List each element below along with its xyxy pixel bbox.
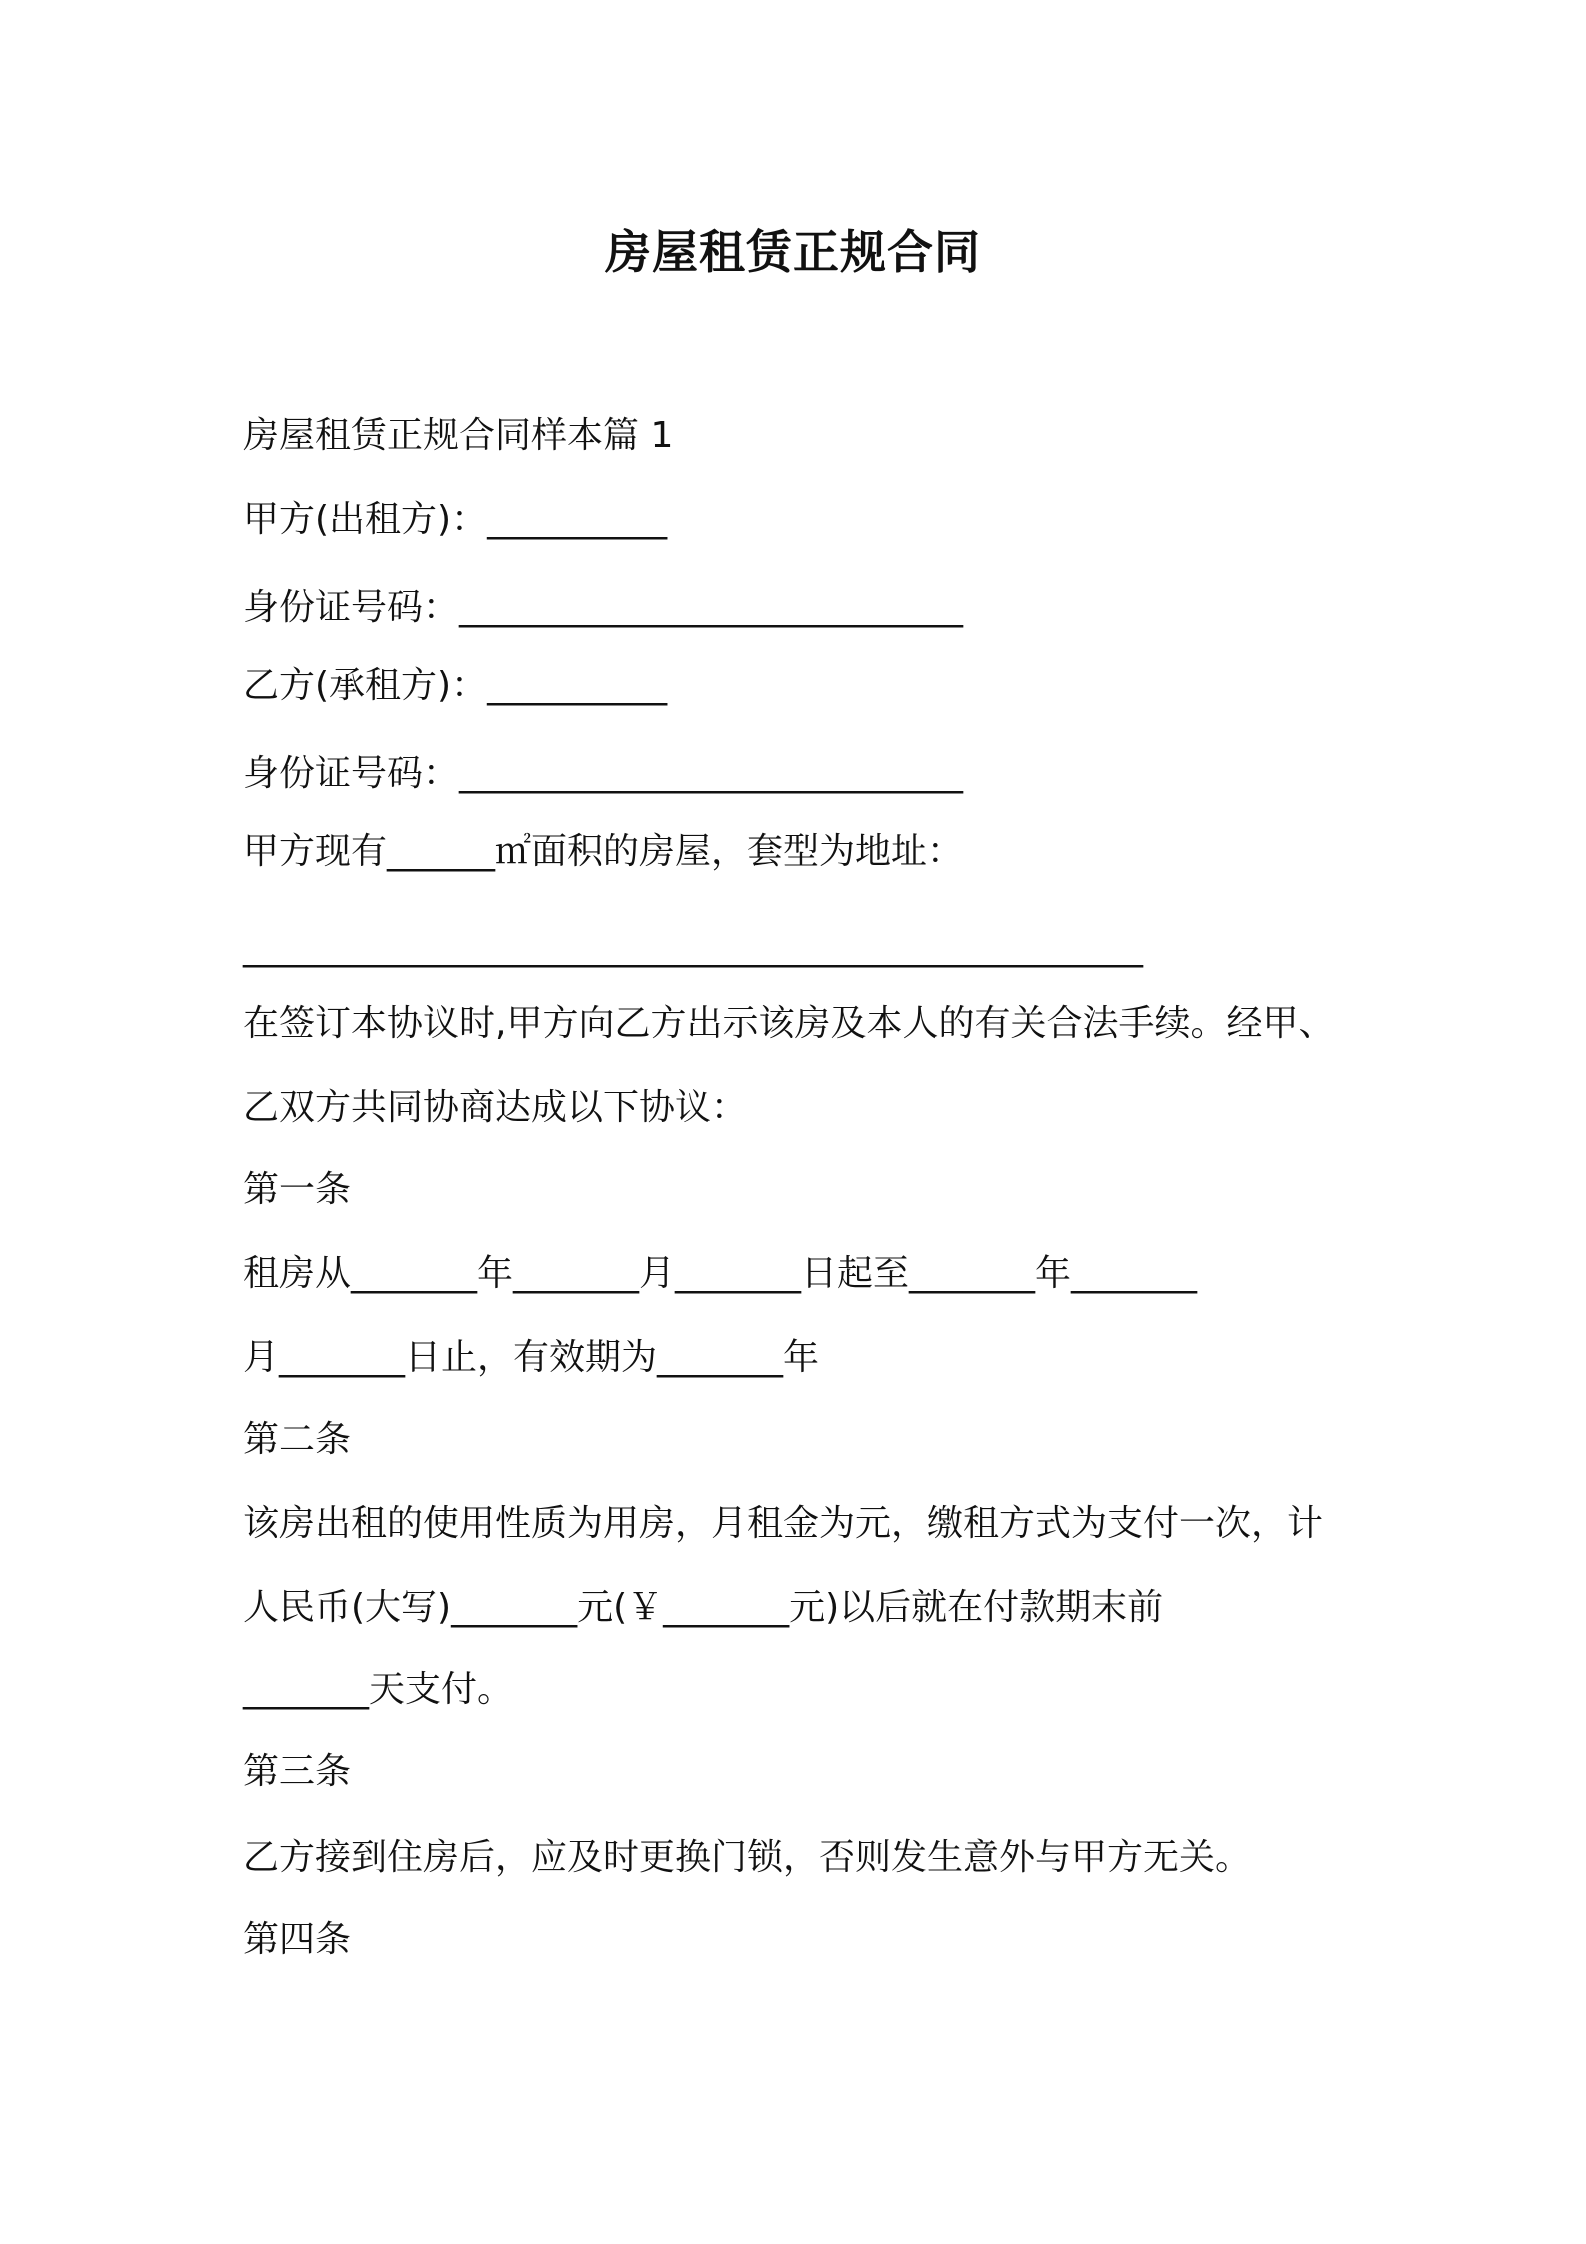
paragraph-line: _______天支付。 (243, 1669, 514, 1710)
article-heading: 第一条 (243, 1169, 352, 1210)
lessee-field: 乙方(承租方)：__________ (243, 665, 668, 706)
address-blank-line: __________________________________________________ (243, 927, 1143, 968)
paragraph-line: 在签订本协议时,甲方向乙方出示该房及本人的有关合法手续。经甲、 (243, 1003, 1335, 1044)
lessor-field: 甲方(出租方)：__________ (243, 499, 668, 540)
paragraph-line: 乙双方共同协商达成以下协议： (243, 1087, 748, 1128)
paragraph-line: 该房出租的使用性质为用房，月租金为元，缴租方式为支付一次，计 (243, 1503, 1324, 1544)
property-area-line: 甲方现有______㎡面积的房屋，套型为地址： (243, 831, 964, 872)
document-title: 房屋租赁正规合同 (605, 225, 981, 279)
paragraph-line: 人民币(大写)_______元(￥_______元)以后就在付款期末前 (243, 1587, 1164, 1628)
section-heading: 房屋租赁正规合同样本篇 1 (243, 415, 674, 456)
lessee-id-field: 身份证号码：____________________________ (243, 753, 964, 794)
paragraph-line: 租房从_______年_______月_______日起至_______年_______ (243, 1253, 1198, 1294)
lessor-id-field: 身份证号码：____________________________ (243, 587, 964, 628)
article-heading: 第三条 (243, 1751, 352, 1792)
article-heading: 第四条 (243, 1919, 352, 1960)
paragraph-line: 月_______日止，有效期为_______年 (243, 1337, 820, 1378)
paragraph-line: 乙方接到住房后，应及时更换门锁，否则发生意外与甲方无关。 (243, 1837, 1252, 1878)
article-heading: 第二条 (243, 1419, 352, 1460)
